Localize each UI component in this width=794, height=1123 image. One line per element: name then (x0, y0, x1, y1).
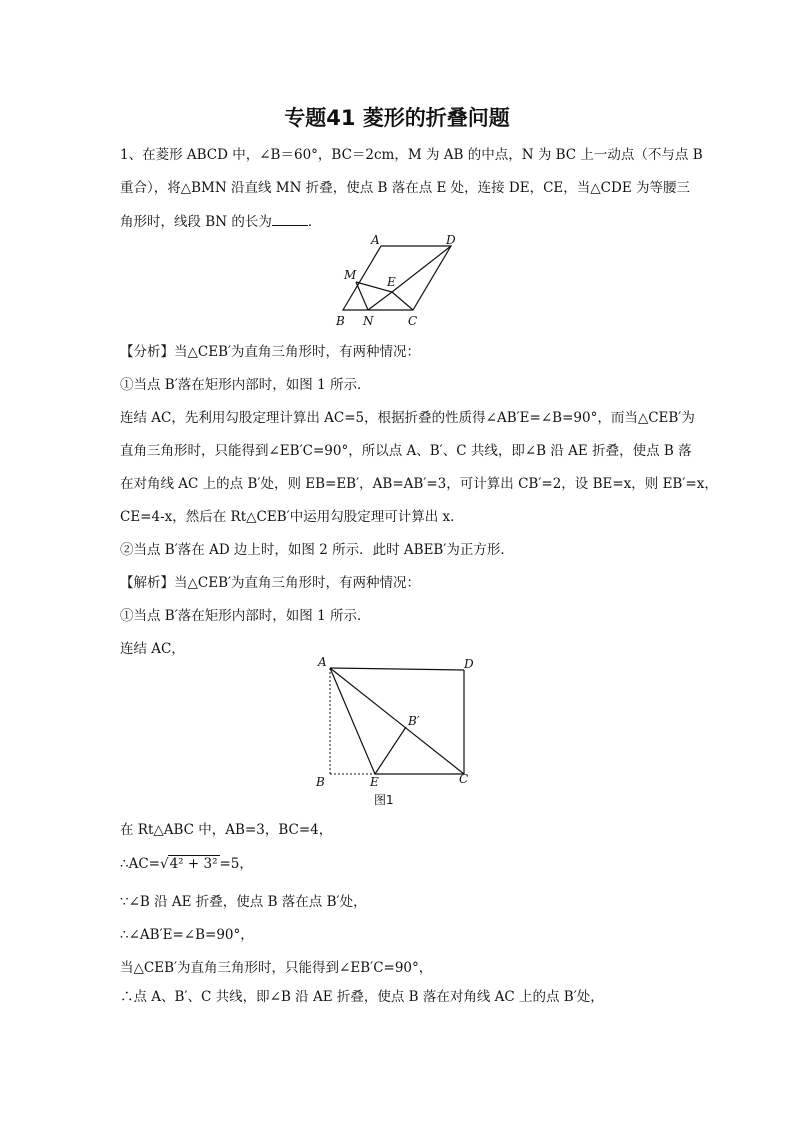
segment-ac (330, 668, 464, 774)
step-4: ∴∠AB′E=∠B=90°， (120, 927, 254, 943)
segment-ad (330, 668, 464, 670)
analysis-line-4: 直角三角形时，只能得到∠EB′C=90°，所以点 A、B′、C 共线，即∠B 沿 AE 折叠，使点 B 落 (120, 443, 692, 459)
rhombus-figure (325, 230, 465, 332)
figure-caption: 图1 (374, 793, 394, 807)
analysis-line-3: 连结 AC，先利用勾股定理计算出 AC=5，根据折叠的性质得∠AB′E=∠B=90°，而当△CEB′为 (120, 410, 695, 426)
segment-ae (330, 668, 375, 774)
label-b-prime: B′ (408, 714, 420, 728)
label-e: E (370, 775, 379, 789)
step-1: 在 Rt△ABC 中，AB=3，BC=4， (120, 822, 333, 838)
label-n: N (363, 314, 374, 328)
solution-line-1: 【解析】当△CEB′为直角三角形时，有两种情况： (120, 575, 421, 591)
segment-eb-prime (375, 727, 406, 774)
solution-line-3: 连结 AC， (120, 641, 185, 657)
problem-line-1: 1、在菱形 ABCD 中，∠B＝60°，BC＝2cm，M 为 AB 的中点，N 为 BC 上一动点（不与点 B (120, 147, 703, 163)
segment-mn (356, 282, 368, 310)
step-3: ∵∠B 沿 AE 折叠，使点 B 落在点 B′处， (120, 894, 367, 910)
solution-line-2: ①当点 B′落在矩形内部时，如图 1 所示． (120, 608, 371, 624)
label-c: C (459, 772, 469, 786)
step-2-post: =5， (219, 856, 253, 872)
analysis-line-1: 【分析】当△CEB′为直角三角形时，有两种情况： (120, 344, 421, 360)
segment-ne (368, 292, 392, 310)
label-c: C (408, 314, 418, 328)
label-a: A (371, 233, 380, 247)
analysis-line-7: ②当点 B′落在 AD 边上时，如图 2 所示．此时 ABEB′为正方形． (120, 542, 514, 558)
problem-line-2: 重合），将△BMN 沿直线 MN 折叠，使点 B 落在点 E 处，连接 DE，CE，当△CDE 为等腰三 (120, 180, 690, 196)
step-2 (120, 855, 253, 873)
rhombus-outline (343, 246, 451, 310)
problem-line-3-end: ． (307, 214, 322, 230)
step-2-pre: ∴AC= (120, 856, 160, 872)
segment-de (392, 246, 451, 292)
problem-line-3 (120, 212, 321, 231)
step-6: ∴点 A、B′、C 共线，即∠B 沿 AE 折叠，使点 B 落在对角线 AC 上的点 B′处， (120, 989, 604, 1005)
page-title: 专题41 菱形的折叠问题 (284, 106, 510, 130)
rectangle-figure (308, 652, 488, 812)
label-b: B (316, 775, 325, 789)
sqrt-radicand: 4² + 3² (169, 856, 218, 872)
problem-line-3-text: 角形时，线段 BN 的长为 (120, 214, 272, 230)
label-m: M (344, 268, 357, 282)
segment-ce (392, 292, 413, 310)
analysis-line-2: ①当点 B′落在矩形内部时，如图 1 所示． (120, 377, 371, 393)
label-e: E (387, 275, 396, 289)
label-a: A (318, 655, 327, 669)
label-b: B (336, 314, 345, 328)
answer-blank (272, 212, 308, 226)
analysis-line-6: CE=4-x，然后在 Rt△CEB′中运用勾股定理可计算出 x． (120, 509, 464, 525)
label-d: D (464, 657, 474, 671)
label-d: D (446, 233, 456, 247)
step-5: 当△CEB′为直角三角形时，只能得到∠EB′C=90°， (120, 960, 433, 976)
sqrt-sign: √ (159, 856, 169, 872)
analysis-line-5: 在对角线 AC 上的点 B′处，则 EB=EB′，AB=AB′=3，可计算出 CB′=2，设 BE=x，则 EB′=x， (120, 476, 718, 492)
